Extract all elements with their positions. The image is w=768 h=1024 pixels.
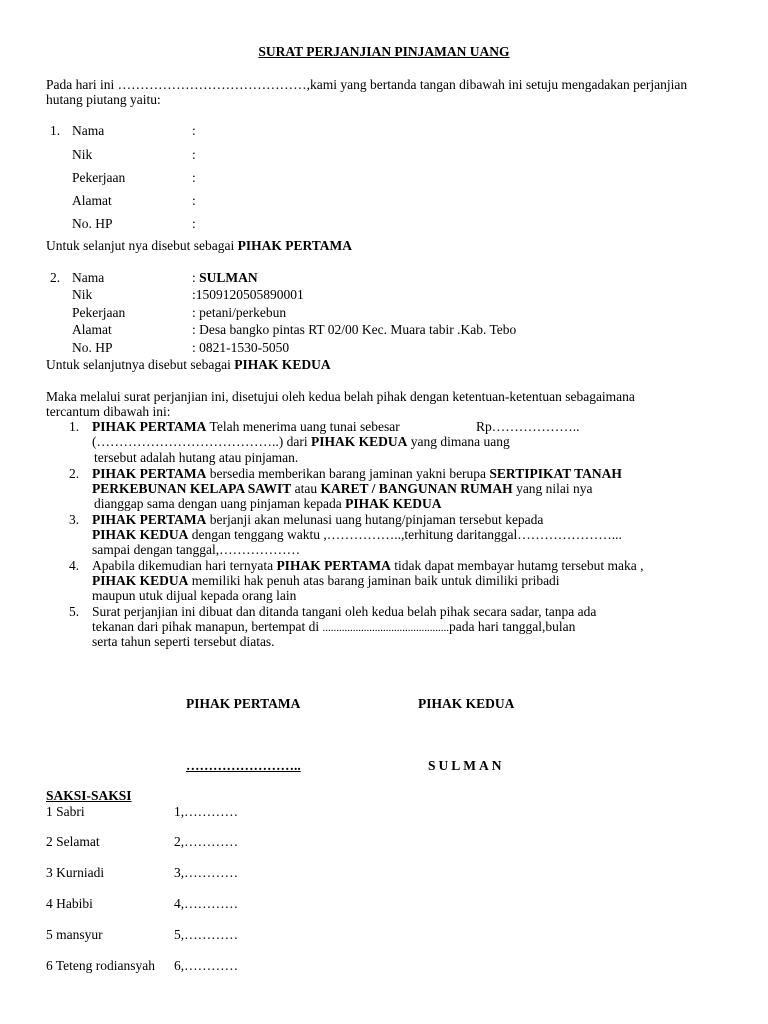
party2-value-hp: : 0821-1530-5050 <box>192 340 290 355</box>
party1-number: 1. <box>50 123 61 138</box>
party2-label-nik: Nik <box>72 287 93 302</box>
party2-label-nama: Nama <box>72 270 105 285</box>
term-1-number: 1. <box>69 419 80 434</box>
term-2-line-2: PERKEBUNAN KELAPA SAWIT atau KARET / BANGUNAN RUMAH yang nilai nya <box>92 481 593 496</box>
witness-signature-line: 1,………… <box>174 804 239 819</box>
term-5-line-3: serta tahun seperti tersebut diatas. <box>92 634 275 649</box>
signature-label-pihak-pertama: PIHAK PERTAMA <box>186 696 301 711</box>
party1-closing: Untuk selanjut nya disebut sebagai PIHAK PERTAMA <box>46 238 352 253</box>
term-1-line-3: tersebut adalah hutang atau pinjaman. <box>94 450 299 465</box>
witness-name: 4 Habibi <box>46 896 93 911</box>
witness-signature-line: 3,………… <box>174 865 239 880</box>
witness-name: 2 Selamat <box>46 834 100 849</box>
party1-colon-hp: : <box>192 216 196 231</box>
party2-value-nama: : SULMAN <box>192 270 258 285</box>
party1-colon-nik: : <box>192 147 196 162</box>
terms-intro-line-1: Maka melalui surat perjanjian ini, disetujui oleh kedua belah pihak dengan ketentuan-ketentuan sebagaimana <box>46 389 635 404</box>
witness-name: 5 mansyur <box>46 927 103 942</box>
term-5-line-2: tekanan dari pihak manapun, bertempat di ..............................................pada hari tanggal,bulan <box>92 619 576 634</box>
terms-intro-line-2: tercantum dibawah ini: <box>46 404 171 419</box>
term-1-line-1: PIHAK PERTAMA Telah menerima uang tunai sebesar <box>92 419 400 434</box>
intro-line-1: Pada hari ini ……………………………………,kami yang bertanda tangan dibawah ini setuju mengadakan perjanjian <box>46 77 688 92</box>
document-title: SURAT PERJANJIAN PINJAMAN UANG <box>258 44 510 59</box>
signature-name-pihak-kedua: SULMAN <box>428 758 505 773</box>
party2-value-pekerjaan: : petani/perkebun <box>192 305 287 320</box>
party1-label-pekerjaan: Pekerjaan <box>72 170 126 185</box>
witness-name: 3 Kurniadi <box>46 865 105 880</box>
term-2-line-3: dianggap sama dengan uang pinjaman kepada PIHAK KEDUA <box>94 496 442 511</box>
party2-label-hp: No. HP <box>72 340 113 355</box>
party2-closing: Untuk selanjutnya disebut sebagai PIHAK KEDUA <box>46 357 331 372</box>
intro-line-2: hutang piutang yaitu: <box>46 92 161 107</box>
term-5-line-1: Surat perjanjian ini dibuat dan ditanda tangani oleh kedua belah pihak secara sadar, tanpa ada <box>92 604 597 619</box>
term-4-number: 4. <box>69 558 80 573</box>
term-2-number: 2. <box>69 466 80 481</box>
witness-signature-line: 5,………… <box>174 927 239 942</box>
party1-colon-nama: : <box>192 123 196 138</box>
witness-name: 1 Sabri <box>46 804 85 819</box>
party1-label-hp: No. HP <box>72 216 113 231</box>
signature-label-pihak-kedua: PIHAK KEDUA <box>418 696 515 711</box>
party1-label-nama: Nama <box>72 123 105 138</box>
witness-signature-line: 6,………… <box>174 958 239 973</box>
term-4-line-1: Apabila dikemudian hari ternyata PIHAK PERTAMA tidak dapat membayar hutamg tersebut maka , <box>92 558 644 573</box>
term-1-rp: Rp……………….. <box>476 419 580 434</box>
witness-name: 6 Teteng rodiansyah <box>46 958 156 973</box>
term-5-number: 5. <box>69 604 80 619</box>
party1-colon-alamat: : <box>192 193 196 208</box>
party2-label-pekerjaan: Pekerjaan <box>72 305 126 320</box>
party1-colon-pekerjaan: : <box>192 170 196 185</box>
party2-number: 2. <box>50 270 61 285</box>
party1-label-nik: Nik <box>72 147 93 162</box>
term-3-line-3: sampai dengan tanggal,……………… <box>92 542 301 557</box>
term-3-number: 3. <box>69 512 80 527</box>
witnesses-heading: SAKSI-SAKSI <box>46 788 132 803</box>
term-4-line-3: maupun utuk dijual kepada orang lain <box>92 588 297 603</box>
party2-value-nik: :1509120505890001 <box>192 287 304 302</box>
witness-signature-line: 2,………… <box>174 834 239 849</box>
party1-label-alamat: Alamat <box>72 193 112 208</box>
party2-value-alamat: : Desa bangko pintas RT 02/00 Kec. Muara tabir .Kab. Tebo <box>192 322 517 337</box>
term-3-line-1: PIHAK PERTAMA berjanji akan melunasi uang hutang/pinjaman tersebut kepada <box>92 512 544 527</box>
signature-line-pihak-pertama: …………………….. <box>186 758 301 773</box>
party2-label-alamat: Alamat <box>72 322 112 337</box>
witness-signature-line: 4,………… <box>174 896 239 911</box>
term-3-line-2: PIHAK KEDUA dengan tenggang waktu ,……………..,terhitung daritanggal…………………... <box>92 527 622 542</box>
term-4-line-2: PIHAK KEDUA memiliki hak penuh atas barang jaminan baik untuk dimiliki pribadi <box>92 573 560 588</box>
term-1-line-2: (…………………………………..) dari PIHAK KEDUA yang dimana uang <box>92 434 510 449</box>
term-2-line-1: PIHAK PERTAMA bersedia memberikan barang jaminan yakni berupa SERTIPIKAT TANAH <box>92 466 622 481</box>
